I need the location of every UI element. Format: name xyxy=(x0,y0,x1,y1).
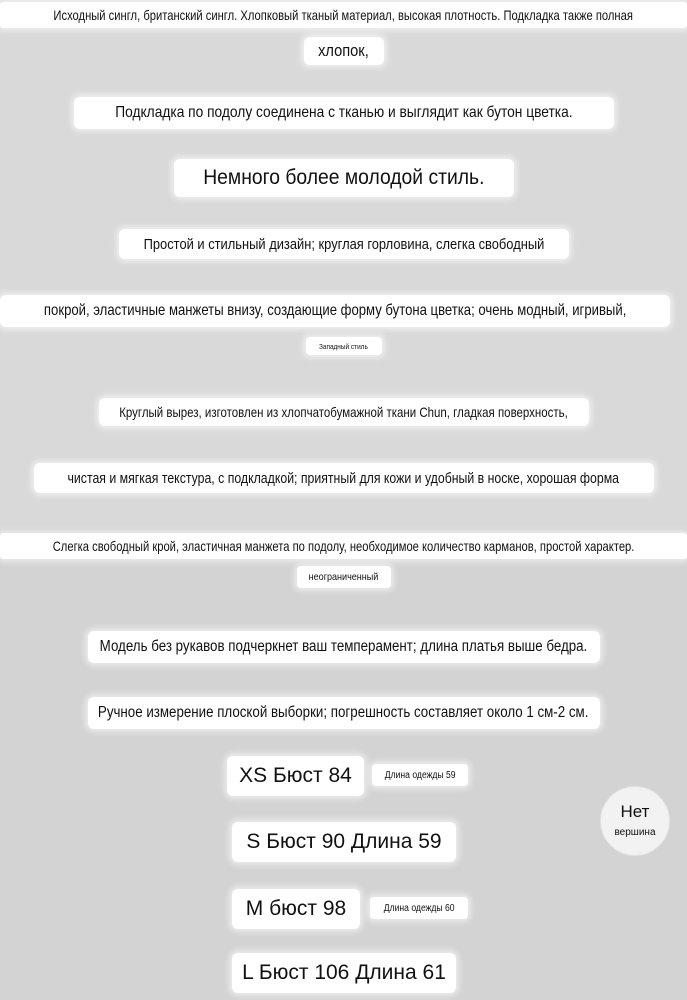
desc-line-12: Модель без рукавов подчеркнет ваш темперамент; длина платья выше бедра. xyxy=(88,631,600,663)
badge-subtitle: вершина xyxy=(614,827,656,838)
desc-line-3: Подкладка по подолу соединена с тканью и выглядит как бутон цветка. xyxy=(74,97,614,129)
style-headline: Немного более молодой стиль. xyxy=(174,159,514,197)
western-style-tag: Западный стиль xyxy=(306,337,382,355)
desc-line-5: Простой и стильный дизайн; круглая горловина, слегка свободный xyxy=(119,229,569,259)
desc-line-9: чистая и мягкая текстура, с подкладкой; приятный для кожи и удобный в носке, хорошая форма xyxy=(34,463,654,493)
no-top-badge xyxy=(600,786,670,856)
desc-line-10: Слегка свободный крой, эластичная манжета по подолу, необходимое количество карманов, простой характер. xyxy=(0,533,687,559)
badge-title: Нет xyxy=(620,802,650,821)
desc-line-6: покрой, эластичные манжеты внизу, создающие форму бутона цветка; очень модный, игривый, xyxy=(0,295,670,327)
size-xs: XS Бюст 84 xyxy=(227,756,364,796)
size-l: L Бюст 106 Длина 61 xyxy=(232,953,456,993)
desc-line-2: хлопок, xyxy=(304,37,384,65)
measurement-note: Ручное измерение плоской выборки; погрешность составляет около 1 см-2 см. xyxy=(88,697,600,729)
desc-line-8: Круглый вырез, изготовлен из хлопчатобумажной ткани Chun, гладкая поверхность, xyxy=(99,398,589,426)
size-m: M бюст 98 xyxy=(232,889,360,929)
desc-line-1: Исходный сингл, британский сингл. Хлопковый тканый материал, высокая плотность. Подкладка также полная xyxy=(0,2,687,28)
size-s: S Бюст 90 Длина 59 xyxy=(232,822,456,862)
size-m-length-note: Длина одежды 60 xyxy=(370,897,468,919)
unlimited-tag: неограниченный xyxy=(297,566,391,588)
size-xs-length-note: Длина одежды 59 xyxy=(372,764,468,786)
